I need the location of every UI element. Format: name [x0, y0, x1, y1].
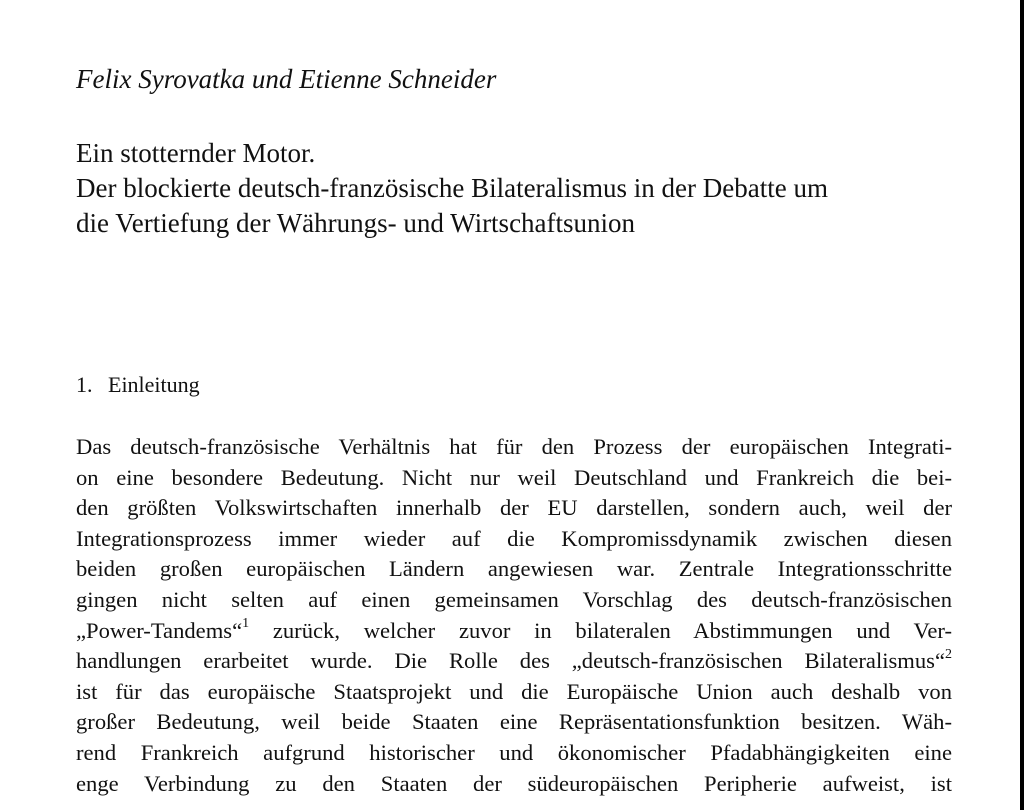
footnote-marker-2[interactable]: 2 [945, 646, 952, 662]
body-line: Das deutsch-französische Verhältnis hat für den Prozess der europäischen Integrati- [76, 434, 952, 459]
quoted-term: „Power-Tandems“ [76, 617, 243, 643]
body-line-text: handlungen erarbeitet wurde. Die Rolle des „deutsch-französischen Bilateralismus“ [76, 648, 945, 674]
body-line: on eine besondere Bedeutung. Nicht nur weil Deutschland und Frankreich die bei- [76, 464, 952, 490]
article-title [76, 136, 976, 241]
body-line: ist für das europäische Staatsprojekt und die Europäische Union auch deshalb von [76, 678, 952, 704]
body-line: rend Frankreich aufgrund historischer und ökonomischer Pfadabhängigkeiten eine [76, 739, 952, 765]
title-line-1: Ein stotternder Motor. [76, 138, 316, 168]
body-line: gingen nicht selten auf einen gemeinsamen Vorschlag des deutsch-französischen [76, 586, 952, 612]
author-names: Felix Syrovatka und Etienne Schneider [76, 64, 497, 94]
body-line: enge Verbindung zu den Staaten der südeuropäischen Peripherie aufweist, ist [76, 770, 952, 796]
title-line-3: die Vertiefung der Währungs- und Wirtschaftsunion [76, 208, 636, 238]
body-line: Integrationsprozess immer wieder auf die Kompromissdynamik zwischen diesen [76, 525, 952, 551]
body-line-with-footnote [76, 616, 952, 647]
body-line: großer Bedeutung, weil beide Staaten eine Repräsentationsfunktion besitzen. Wäh- [76, 709, 952, 735]
body-paragraph [76, 432, 952, 799]
body-line: beiden großen europäischen Ländern angewiesen war. Zentrale Integrationsschritte [76, 556, 952, 582]
body-line-with-footnote [76, 646, 952, 677]
body-line-text: zurück, welcher zuvor in bilateralen Abstimmungen und Ver- [249, 617, 952, 643]
footnote-marker-1[interactable]: 1 [242, 616, 250, 632]
body-line: den größten Volkswirtschaften innerhalb der EU darstellen, sondern auch, weil der [76, 495, 952, 521]
title-line-2: Der blockierte deutsch-französische Bilateralismus in der Debatte um [76, 173, 828, 203]
page-edge-divider [1020, 0, 1024, 810]
section-heading [76, 370, 200, 400]
section-label: Einleitung [108, 372, 200, 397]
section-number: 1. [76, 372, 93, 397]
